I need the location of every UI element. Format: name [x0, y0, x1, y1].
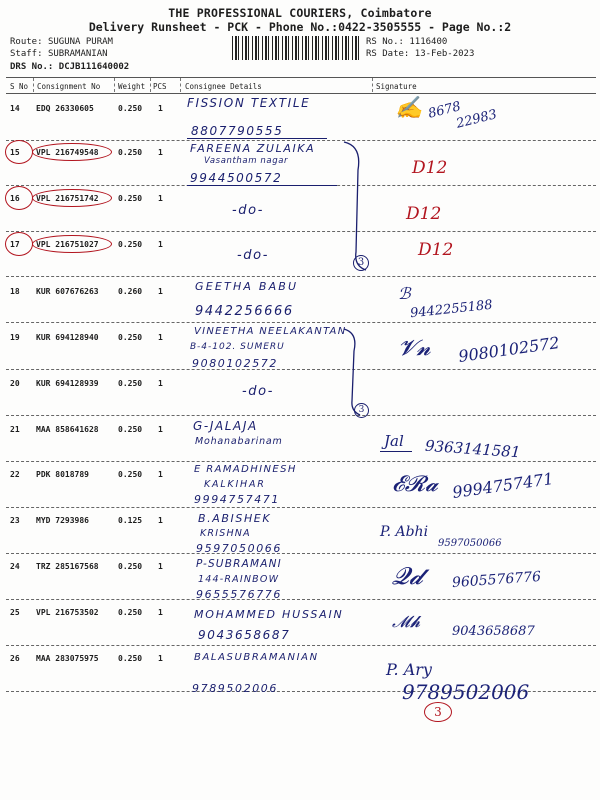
group-count-badge: 3 — [354, 403, 369, 418]
row-separator — [6, 415, 596, 416]
row-sno: 23 — [10, 516, 20, 525]
row-sno: 26 — [10, 654, 20, 663]
consignee-phone: 9442256666 — [195, 304, 294, 319]
row-pcs: 1 — [158, 194, 163, 203]
consignee-name: GEETHA BABU — [195, 280, 299, 293]
row-separator — [6, 553, 596, 554]
signature-text: P. Ary — [386, 660, 432, 679]
row-sno: 22 — [10, 470, 20, 479]
row-pcs: 1 — [158, 240, 163, 249]
col-divider — [33, 78, 34, 92]
signature-text: P. Abhi — [380, 524, 429, 540]
row-pcs: 1 — [158, 654, 163, 663]
row-consignment: MAA 283075975 — [36, 654, 99, 663]
route-value: SUGUNA PURAM — [47, 37, 113, 47]
signature-text: 9442255188 — [409, 297, 494, 322]
row-pcs: 1 — [158, 333, 163, 342]
consignee-name: VINEETHA NEELAKANTAN — [194, 326, 347, 337]
consignee-name: MOHAMMED HUSSAIN — [194, 608, 344, 621]
signature-text: 9043658687 — [452, 624, 535, 639]
row-separator — [6, 599, 596, 600]
col-pcs: PCS — [153, 82, 167, 91]
row-sno: 17 — [10, 240, 20, 249]
row-consignment: PDK 8018789 — [36, 470, 89, 479]
consignee-address: KALKIHAR — [204, 479, 266, 490]
signature-scribble: 𝓜𝓱 — [392, 612, 421, 631]
row-separator — [6, 276, 596, 277]
row-consignment: MYD 7293986 — [36, 516, 89, 525]
staff-line: Staff: SUBRAMANIAN — [10, 49, 108, 59]
consignee-phone: 9597050066 — [196, 542, 282, 555]
row-sno: 20 — [10, 379, 20, 388]
row-weight: 0.250 — [118, 425, 143, 434]
consignee-phone: 9080102572 — [192, 357, 278, 370]
row-separator — [6, 322, 596, 323]
col-consignee: Consignee Details — [185, 82, 262, 91]
row-sno: 15 — [10, 148, 20, 157]
row-sno: 25 — [10, 608, 20, 617]
signature-text: D12 — [412, 158, 448, 178]
row-pcs: 1 — [158, 379, 163, 388]
consignee-phone: 9789502006 — [192, 682, 278, 695]
row-pcs: 1 — [158, 148, 163, 157]
row-sno: 18 — [10, 287, 20, 296]
consignee-phone: 9944500572 — [190, 171, 283, 185]
row-weight: 0.250 — [118, 148, 143, 157]
staff-value: SUBRAMANIAN — [47, 49, 108, 59]
row-consignment: EDQ 26330605 — [36, 104, 94, 113]
row-sno: 16 — [10, 194, 20, 203]
row-weight: 0.250 — [118, 654, 143, 663]
row-pcs: 1 — [158, 562, 163, 571]
row-sno: 24 — [10, 562, 20, 571]
header-top-rule — [6, 77, 596, 78]
signature-text: 22983 — [454, 107, 499, 132]
rs-no-value: 1116400 — [409, 37, 448, 47]
signature-scribble: 𝓥𝓷 — [398, 336, 431, 361]
consignee-phone: 9043658687 — [198, 628, 291, 642]
handwritten-underline — [380, 451, 412, 452]
consignee-phone: 9655576776 — [196, 588, 282, 601]
row-consignment: MAA 858641628 — [36, 425, 99, 434]
consignee-name: FAREENA ZULAIKA — [190, 142, 316, 155]
page-count-badge: 3 — [424, 702, 452, 722]
drs-value: DCJB111640002 — [58, 62, 130, 72]
row-consignment: KUR 607676263 — [36, 287, 99, 296]
row-weight: 0.250 — [118, 104, 143, 113]
consignee-address: 144-RAINBOW — [198, 574, 280, 585]
consignee-name: FISSION TEXTILE — [187, 96, 311, 110]
col-consignment: Consignment No — [37, 82, 101, 91]
barcode — [232, 36, 360, 60]
handwritten-underline — [187, 138, 327, 139]
col-signature: Signature — [376, 82, 417, 91]
signature-text: D12 — [406, 204, 442, 224]
signature-text: Jal — [384, 432, 404, 450]
rs-no-line: RS No.: 1116400 — [366, 37, 448, 47]
row-weight: 0.250 — [118, 240, 143, 249]
row-weight: 0.250 — [118, 608, 143, 617]
signature-text: 9605576776 — [451, 568, 542, 592]
consignee-ditto: -do- — [242, 384, 274, 399]
signature-text: 9363141581 — [424, 436, 521, 462]
row-weight: 0.250 — [118, 333, 143, 342]
signature-scribble: ℬ — [398, 284, 411, 303]
runsheet-title: Delivery Runsheet - PCK - Phone No.:0422-3505555 - Page No.:2 — [88, 20, 512, 34]
signature-scribble: 𝓔𝓡𝓪 — [392, 472, 439, 497]
signature-scribble: 𝓠𝓭 — [392, 562, 424, 590]
handwritten-underline — [187, 185, 337, 186]
group-brace — [340, 140, 370, 272]
row-consignment: KUR 694128939 — [36, 379, 99, 388]
row-consignment: VPL 216751027 — [36, 240, 99, 249]
route-line: Route: SUGUNA PURAM — [10, 37, 113, 47]
rs-date-value: 13-Feb-2023 — [414, 49, 475, 59]
row-pcs: 1 — [158, 287, 163, 296]
row-separator — [6, 461, 596, 462]
signature-scribble: ✍ — [395, 96, 423, 121]
consignee-phone: 8807790555 — [191, 124, 284, 138]
consignee-address: Vasantham nagar — [204, 156, 289, 166]
row-pcs: 1 — [158, 516, 163, 525]
row-consignment: VPL 216751742 — [36, 194, 99, 203]
consignee-ditto: -do- — [237, 248, 269, 263]
consignee-name: B.ABISHEK — [198, 512, 272, 525]
row-pcs: 1 — [158, 608, 163, 617]
row-separator — [6, 231, 596, 232]
row-separator — [6, 369, 596, 370]
row-sno: 19 — [10, 333, 20, 342]
signature-text: 9597050066 — [438, 538, 502, 549]
consignee-name: G-JALAJA — [193, 419, 258, 433]
row-weight: 0.260 — [118, 287, 143, 296]
signature-text: D12 — [418, 240, 454, 260]
consignee-address: Mohanabarinam — [195, 436, 283, 447]
col-divider — [372, 78, 373, 92]
rs-date-line: RS Date: 13-Feb-2023 — [366, 49, 475, 59]
consignee-name: E RAMADHINESH — [194, 464, 297, 475]
consignee-phone: 9994757471 — [194, 493, 280, 506]
drs-line: DRS No.: DCJB111640002 — [10, 62, 130, 72]
row-pcs: 1 — [158, 470, 163, 479]
signature-text: 9789502006 — [402, 680, 530, 704]
col-divider — [180, 78, 181, 92]
col-divider — [114, 78, 115, 92]
consignee-address: KRISHNA — [200, 528, 251, 539]
consignee-name: P-SUBRAMANI — [196, 558, 282, 570]
row-pcs: 1 — [158, 425, 163, 434]
row-weight: 0.125 — [118, 516, 143, 525]
row-separator — [6, 645, 596, 646]
company-title: THE PROFESSIONAL COURIERS, Coimbatore — [168, 6, 432, 20]
col-divider — [150, 78, 151, 92]
col-weight: Weight — [118, 82, 146, 91]
header-bottom-rule — [6, 93, 596, 94]
signature-text: 8678 — [426, 99, 463, 122]
row-weight: 0.250 — [118, 470, 143, 479]
row-sno: 14 — [10, 104, 20, 113]
row-weight: 0.250 — [118, 379, 143, 388]
row-weight: 0.250 — [118, 194, 143, 203]
row-separator — [6, 140, 596, 141]
col-sno: S No — [10, 82, 29, 91]
signature-text: 9994757471 — [451, 469, 555, 502]
consignee-ditto: -do- — [232, 203, 264, 218]
group-count-badge: 3 — [353, 255, 369, 271]
row-consignment: KUR 694128940 — [36, 333, 99, 342]
row-consignment: VPL 216749548 — [36, 148, 99, 157]
row-sno: 21 — [10, 425, 20, 434]
row-weight: 0.250 — [118, 562, 143, 571]
row-consignment: TRZ 285167568 — [36, 562, 99, 571]
signature-text: 9080102572 — [457, 333, 561, 366]
row-pcs: 1 — [158, 104, 163, 113]
consignee-address: B-4-102. SUMERU — [190, 342, 285, 352]
row-consignment: VPL 216753502 — [36, 608, 99, 617]
consignee-name: BALASUBRAMANIAN — [194, 652, 319, 663]
row-separator — [6, 507, 596, 508]
